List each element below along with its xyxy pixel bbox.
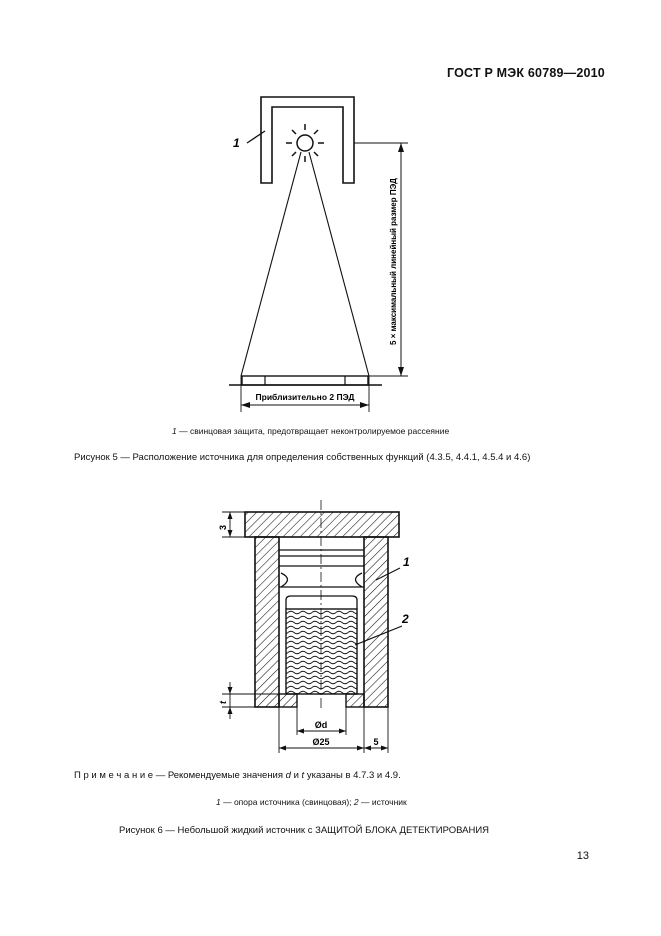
left-wall [255, 537, 279, 707]
dim-25-label: Ø25 [312, 737, 330, 747]
legend-text: — свинцовая защита, предотвращает неконтролируемое рассеяние [176, 426, 450, 436]
cone-right [309, 152, 369, 376]
callout-2-label: 2 [402, 612, 409, 626]
callout-1-label: 1 [233, 136, 240, 150]
figure-6-legend [216, 797, 407, 807]
note-and: и [290, 770, 302, 781]
dim-5-label: 5 [373, 737, 379, 747]
note-d: d [285, 770, 291, 781]
figure-5-legend [172, 426, 449, 436]
note-text: — Рекомендуемые значения [153, 770, 286, 781]
legend-number: 1 [172, 426, 177, 436]
legend-2-text: — источник [358, 797, 407, 807]
horizontal-dimension-label: Приблизительно 2 ПЭД [255, 392, 355, 402]
figure-5-caption: Рисунок 5 — Расположение источника для определения собственных функций (4.3.5, 4.4.1, 4.5.4 и 4.6) [74, 452, 531, 463]
vial-top [286, 596, 357, 609]
legend-1-text: — опора источника (свинцовая); [220, 797, 354, 807]
cone-left [241, 152, 301, 376]
bottom-left [279, 694, 297, 707]
dim-d-label: Ød [314, 720, 328, 730]
vertical-dimension-label: 5 × максимальный линейный размер ПЭД [389, 178, 398, 345]
legend-2-number: 2 [353, 797, 359, 807]
figure-6-caption: Рисунок 6 — Небольшой жидкий источник с ЗАЩИТОЙ БЛОКА ДЕТЕКТИРОВАНИЯ [119, 825, 490, 836]
lead-shield-outline [261, 97, 354, 183]
source-symbol [286, 124, 324, 162]
detector-outline [242, 376, 368, 385]
figure-5-drawing [0, 0, 661, 420]
page-number: 13 [576, 850, 589, 862]
figure-6-drawing [0, 480, 661, 770]
legend-1-number: 1 [216, 797, 221, 807]
callout-1-label: 1 [403, 555, 410, 569]
dim-t-label: t [218, 701, 228, 704]
right-wall [364, 537, 388, 707]
figure-6-note [74, 770, 401, 781]
lead-lid [245, 512, 399, 537]
note-label: П р и м е ч а н и е [74, 770, 154, 781]
note-t: t [301, 770, 305, 781]
note-text-end: указаны в 4.7.3 и 4.9. [304, 770, 401, 781]
liquid-source [286, 609, 357, 694]
dim-3-label: 3 [218, 524, 228, 530]
callout-1-leader [247, 131, 265, 143]
standard-number-header: ГОСТ Р МЭК 60789—2010 [447, 66, 605, 80]
bottom-right [346, 694, 364, 707]
